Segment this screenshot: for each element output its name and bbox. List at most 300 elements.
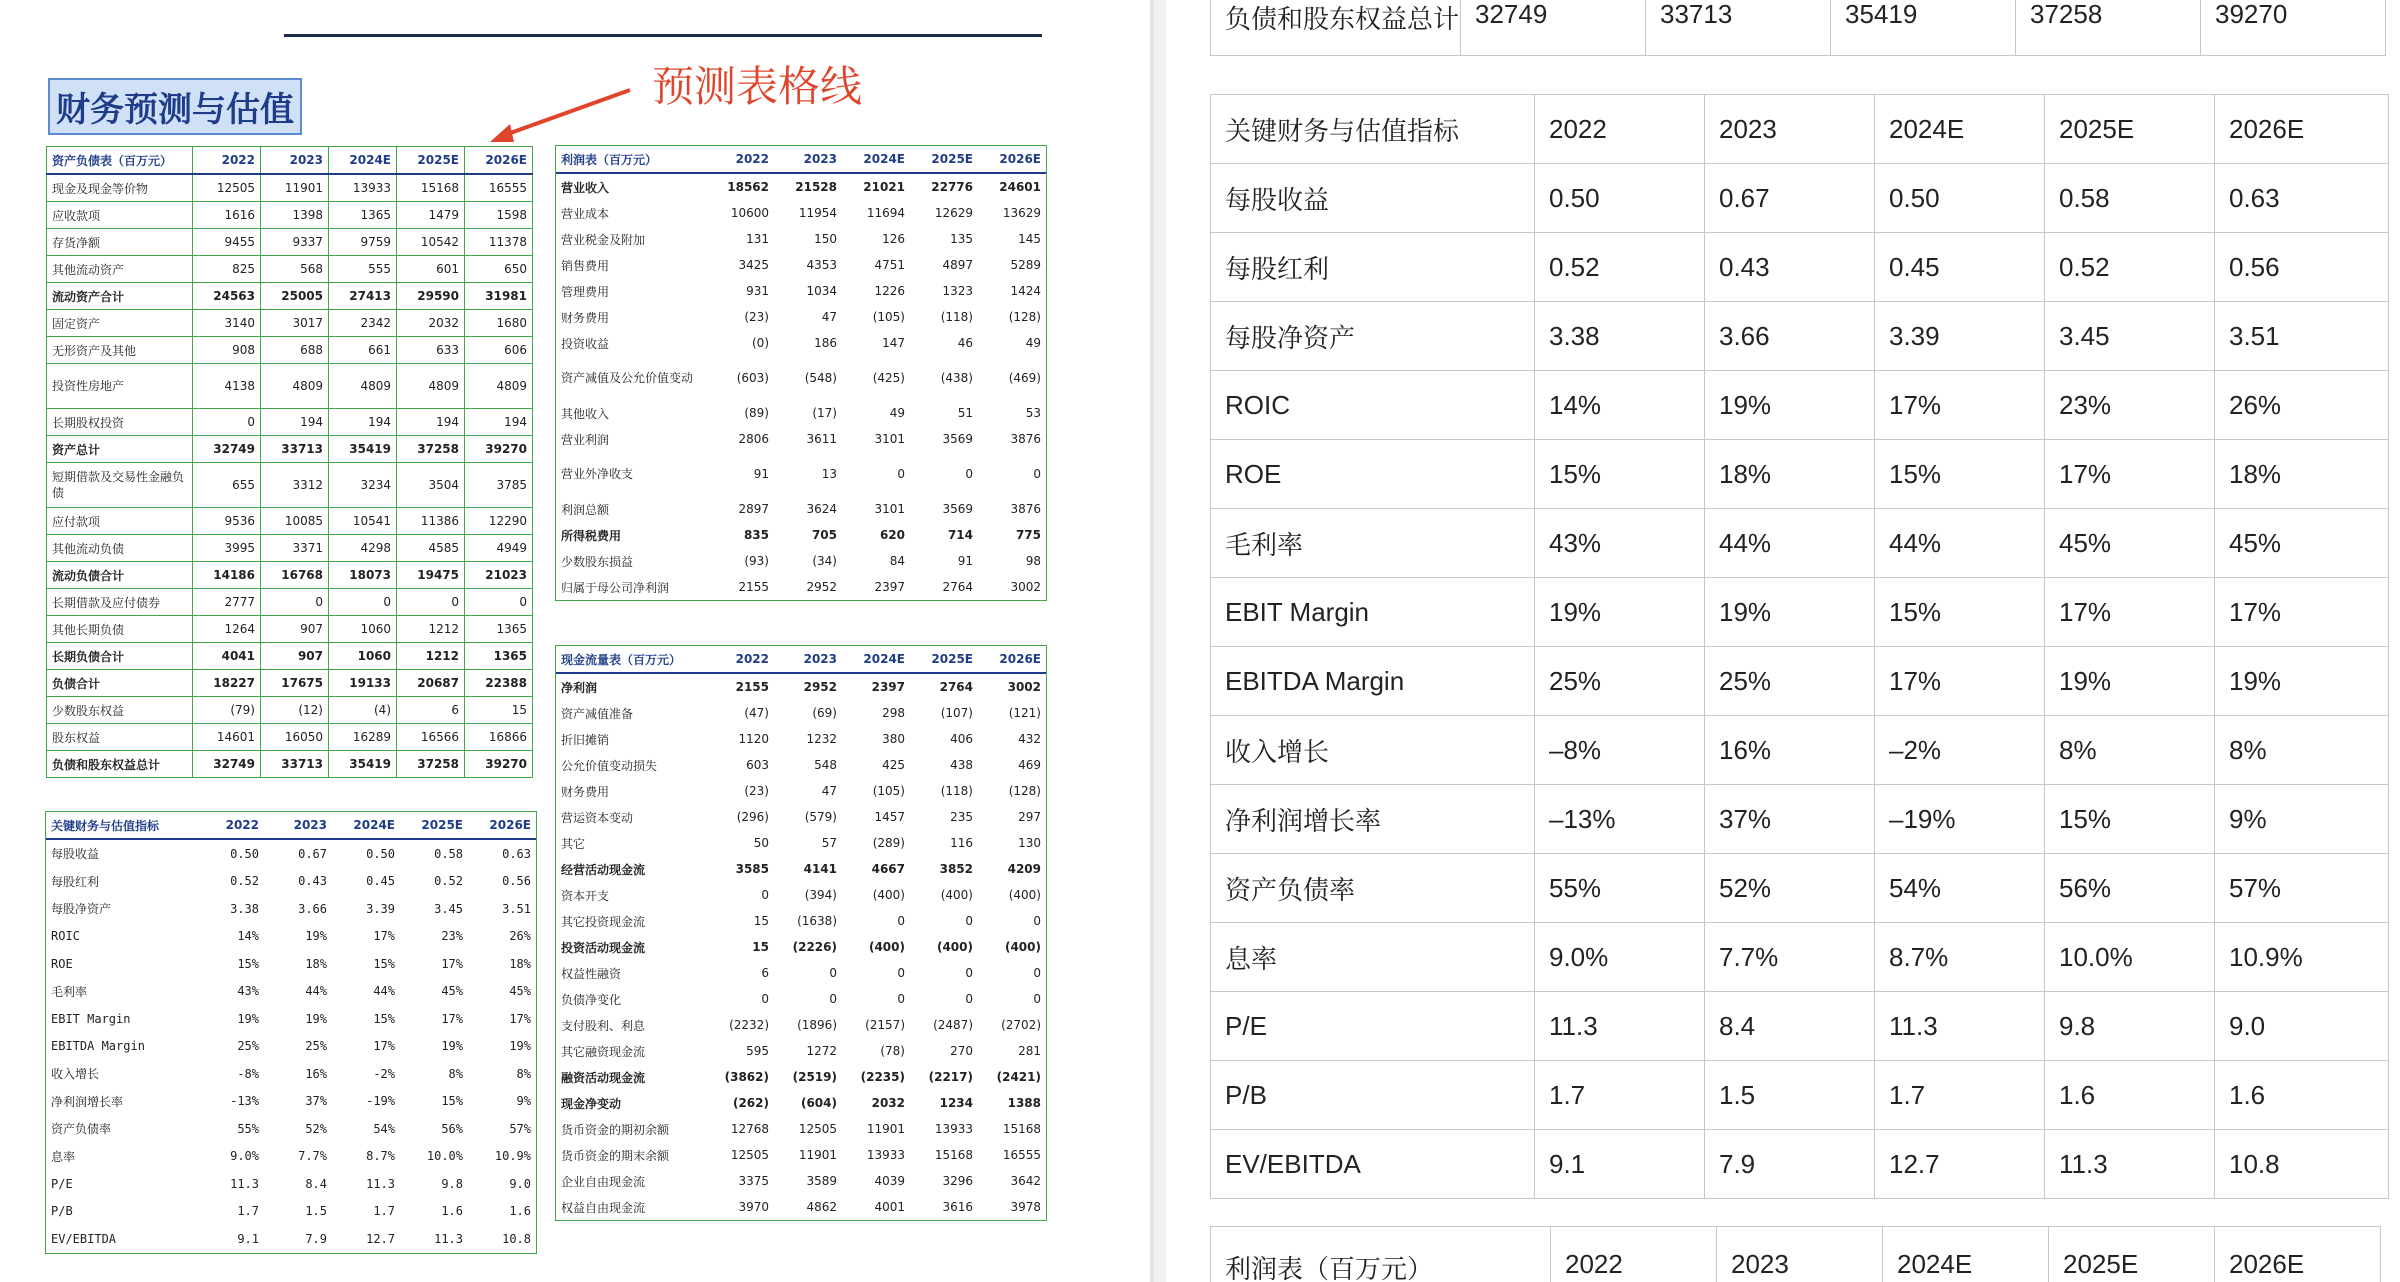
cell-value: 0.45 bbox=[366, 874, 395, 889]
cell-value: 16566 bbox=[397, 724, 465, 751]
cell-value: 19% bbox=[441, 1039, 463, 1054]
cell-value: 2023 bbox=[1717, 1227, 1883, 1282]
cell-value: 11.3 bbox=[1875, 992, 2045, 1061]
cell-value: 15% bbox=[373, 956, 395, 971]
cell-value: 50 bbox=[753, 836, 769, 850]
cell-value: (118) bbox=[940, 310, 973, 324]
row-label: 流动负债合计 bbox=[47, 562, 193, 589]
cell-value: 9% bbox=[516, 1094, 531, 1109]
table-row bbox=[556, 330, 1046, 356]
cell-value: (34) bbox=[812, 554, 837, 568]
cell-value: 11.3 bbox=[1535, 992, 1705, 1061]
cell-value: 4209 bbox=[1007, 862, 1041, 876]
cell-value: (12) bbox=[261, 697, 329, 724]
table-row bbox=[1211, 1130, 2389, 1199]
cell-value: 18227 bbox=[193, 670, 261, 697]
cell-value: 4862 bbox=[806, 1200, 837, 1214]
cell-value: 3.45 bbox=[2045, 302, 2215, 371]
cell-value: 3.51 bbox=[2215, 302, 2389, 371]
cell-value: 2952 bbox=[803, 680, 837, 694]
cell-value: 8.4 bbox=[1705, 992, 1875, 1061]
cell-value: (262) bbox=[732, 1096, 769, 1110]
cell-value: 650 bbox=[465, 256, 533, 283]
cell-value: 10.9% bbox=[2215, 923, 2389, 992]
cell-value: 0 bbox=[897, 992, 905, 1006]
row-label: 负债和股东权益总计 bbox=[1211, 0, 1461, 56]
cell-value: 15 bbox=[753, 914, 769, 928]
cell-value: 9536 bbox=[193, 508, 261, 535]
table-row bbox=[46, 978, 536, 1006]
row-label: 利润表（百万元） bbox=[1211, 1227, 1551, 1282]
cell-value: 43% bbox=[237, 984, 259, 999]
cell-value: 595 bbox=[746, 1044, 769, 1058]
cell-value: -2% bbox=[373, 1066, 395, 1081]
zoom-key-metrics-table bbox=[1210, 94, 2389, 1199]
cell-value: 4138 bbox=[193, 364, 261, 409]
cell-value: 4039 bbox=[874, 1174, 905, 1188]
row-label: ROE bbox=[51, 956, 73, 971]
cell-value: 1060 bbox=[329, 643, 397, 670]
cell-value: 10.9% bbox=[494, 1149, 531, 1164]
table-row bbox=[556, 960, 1046, 986]
table-row bbox=[47, 436, 533, 463]
cell-value: 10.0% bbox=[2045, 923, 2215, 992]
cell-value: -8% bbox=[237, 1066, 259, 1081]
row-label: 财务费用 bbox=[561, 310, 610, 325]
table-row bbox=[556, 986, 1046, 1012]
cell-value: (23) bbox=[744, 784, 769, 798]
cell-value: 3876 bbox=[1010, 432, 1041, 446]
column-header: 2022 bbox=[706, 646, 774, 673]
row-label: 营业利润 bbox=[561, 432, 610, 447]
cell-value: 2026E bbox=[2215, 1227, 2381, 1282]
row-label: 应付款项 bbox=[47, 508, 193, 535]
column-header: 2026E bbox=[468, 812, 536, 839]
cell-value: (1638) bbox=[797, 914, 837, 928]
cell-value: 1212 bbox=[397, 643, 465, 670]
row-label: 折旧摊销 bbox=[561, 732, 610, 747]
table-row bbox=[556, 908, 1046, 934]
table-row bbox=[47, 751, 533, 778]
row-label: 应收款项 bbox=[47, 202, 193, 229]
cell-value: 15% bbox=[1875, 440, 2045, 509]
cell-value: 4897 bbox=[942, 258, 973, 272]
cell-value: 0.58 bbox=[434, 846, 463, 861]
cell-value: 2025E bbox=[2045, 95, 2215, 164]
cell-value: 3569 bbox=[942, 502, 973, 516]
cell-value: 45% bbox=[2045, 509, 2215, 578]
cell-value: 91 bbox=[753, 467, 769, 481]
cell-value: 21021 bbox=[863, 180, 905, 194]
table-row bbox=[47, 283, 533, 310]
cell-value: 26% bbox=[509, 929, 531, 944]
cell-value: 19% bbox=[237, 1011, 259, 1026]
row-label: EV/EBITDA bbox=[51, 1231, 117, 1246]
cell-value: 0.50 bbox=[1535, 164, 1705, 233]
table-title: 关键财务与估值指标 bbox=[46, 812, 196, 839]
cell-value: (603) bbox=[736, 371, 769, 385]
cell-value: 46 bbox=[957, 336, 973, 350]
cell-value: 2764 bbox=[942, 580, 973, 594]
column-header: 2024E bbox=[329, 147, 397, 175]
cell-value: 12290 bbox=[465, 508, 533, 535]
cell-value: 45% bbox=[509, 984, 531, 999]
cell-value: 0 bbox=[1033, 966, 1041, 980]
cell-value: 37258 bbox=[2016, 0, 2201, 56]
cell-value: 194 bbox=[329, 409, 397, 436]
cell-value: 3978 bbox=[1010, 1200, 1041, 1214]
table-row bbox=[1211, 509, 2389, 578]
cell-value: 0.56 bbox=[502, 874, 531, 889]
cell-value: 3.66 bbox=[298, 901, 327, 916]
cell-value: 1424 bbox=[1010, 284, 1041, 298]
row-label: 每股红利 bbox=[1211, 233, 1535, 302]
cell-value: 32749 bbox=[193, 436, 261, 463]
cell-value: 43% bbox=[1535, 509, 1705, 578]
row-label: 权益性融资 bbox=[561, 966, 622, 981]
cell-value: 52% bbox=[1705, 854, 1875, 923]
table-row bbox=[556, 1012, 1046, 1038]
zoom-income-header-row bbox=[1210, 1226, 2381, 1282]
row-label: 经营活动现金流 bbox=[561, 862, 646, 877]
cell-value: 1272 bbox=[806, 1044, 837, 1058]
table-row bbox=[47, 202, 533, 229]
cell-value: 12.7 bbox=[366, 1231, 395, 1246]
cell-value: 130 bbox=[1018, 836, 1041, 850]
cell-value: 0.67 bbox=[298, 846, 327, 861]
table-row bbox=[556, 400, 1046, 426]
cell-value: 2032 bbox=[871, 1096, 905, 1110]
cell-value: 1398 bbox=[261, 202, 329, 229]
table-row bbox=[556, 278, 1046, 304]
cell-value: 2023 bbox=[1705, 95, 1875, 164]
row-label: 现金及现金等价物 bbox=[47, 174, 193, 202]
table-row bbox=[556, 200, 1046, 226]
cell-value: 12.7 bbox=[1875, 1130, 2045, 1199]
cell-value: 0 bbox=[329, 589, 397, 616]
cell-value: (2235) bbox=[860, 1070, 905, 1084]
cell-value: 15 bbox=[465, 697, 533, 724]
cell-value: 126 bbox=[882, 232, 905, 246]
cell-value: (128) bbox=[1008, 784, 1041, 798]
cell-value: 3.66 bbox=[1705, 302, 1875, 371]
cell-value: 8.4 bbox=[305, 1176, 327, 1191]
cell-value: 0 bbox=[397, 589, 465, 616]
cell-value: 17675 bbox=[261, 670, 329, 697]
table-row bbox=[556, 356, 1046, 400]
cell-value: 5289 bbox=[1010, 258, 1041, 272]
column-header: 2024E bbox=[842, 646, 910, 673]
zoom-liabilities-total-row bbox=[1210, 0, 2386, 56]
cell-value: (69) bbox=[812, 706, 837, 720]
cell-value: 714 bbox=[947, 528, 973, 542]
cell-value: 16866 bbox=[465, 724, 533, 751]
table-row bbox=[556, 1064, 1046, 1090]
cell-value: 56% bbox=[441, 1121, 463, 1136]
cell-value: 0.56 bbox=[2215, 233, 2389, 302]
cell-value: 3616 bbox=[942, 1200, 973, 1214]
cell-value: 55% bbox=[1535, 854, 1705, 923]
row-label: EBITDA Margin bbox=[51, 1039, 145, 1054]
cell-value: 2032 bbox=[397, 310, 465, 337]
cell-value: 3876 bbox=[1010, 502, 1041, 516]
cell-value: (400) bbox=[940, 888, 973, 902]
cell-value: 54% bbox=[373, 1121, 395, 1136]
row-label: 收入增长 bbox=[51, 1067, 100, 1082]
row-label: 现金净变动 bbox=[561, 1096, 622, 1111]
table-row bbox=[47, 643, 533, 670]
cell-value: 17% bbox=[1875, 647, 2045, 716]
cell-value: (105) bbox=[872, 310, 905, 324]
cell-value: 24563 bbox=[193, 283, 261, 310]
row-label: P/B bbox=[1211, 1061, 1535, 1130]
table-row bbox=[1211, 785, 2389, 854]
table-row bbox=[46, 1115, 536, 1143]
table-row bbox=[556, 548, 1046, 574]
row-label: 固定资产 bbox=[47, 310, 193, 337]
table-row bbox=[556, 496, 1046, 522]
cell-value: 4751 bbox=[874, 258, 905, 272]
cell-value: (17) bbox=[812, 406, 837, 420]
row-label: 营业税金及附加 bbox=[561, 232, 646, 247]
row-label: 融资活动现金流 bbox=[561, 1070, 646, 1085]
cell-value: 17% bbox=[2045, 578, 2215, 647]
cell-value: (118) bbox=[940, 784, 973, 798]
cell-value: 3995 bbox=[193, 535, 261, 562]
cell-value: 1598 bbox=[465, 202, 533, 229]
table-title: 利润表（百万元） bbox=[556, 146, 706, 173]
table-row bbox=[556, 1194, 1046, 1220]
cell-value: 1.5 bbox=[1705, 1061, 1875, 1130]
cell-value: 10.0% bbox=[426, 1149, 463, 1164]
table-row bbox=[556, 1038, 1046, 1064]
cell-value: 11386 bbox=[397, 508, 465, 535]
row-label: 投资性房地产 bbox=[47, 364, 193, 409]
cell-value: 26% bbox=[2215, 371, 2389, 440]
row-label: 其他长期负债 bbox=[47, 616, 193, 643]
column-header: 2025E bbox=[910, 646, 978, 673]
page-title[interactable]: 财务预测与估值 bbox=[48, 78, 302, 135]
cell-value: 2022 bbox=[1551, 1227, 1717, 1282]
cell-value: 57% bbox=[2215, 854, 2389, 923]
cell-value: 32749 bbox=[193, 751, 261, 778]
table-title: 现金流量表（百万元） bbox=[556, 646, 706, 673]
cell-value: (296) bbox=[736, 810, 769, 824]
cell-value: 603 bbox=[746, 758, 769, 772]
cell-value: 1.7 bbox=[373, 1204, 395, 1219]
cell-value: 15% bbox=[1875, 578, 2045, 647]
cell-value: 3002 bbox=[1007, 680, 1041, 694]
cell-value: 606 bbox=[465, 337, 533, 364]
row-label: 存货净额 bbox=[47, 229, 193, 256]
row-label: 营运资本变动 bbox=[561, 810, 634, 825]
table-row bbox=[47, 616, 533, 643]
cell-value: 2026E bbox=[2215, 95, 2389, 164]
cell-value: 11.3 bbox=[366, 1176, 395, 1191]
cell-value: 17% bbox=[441, 1011, 463, 1026]
cell-value: 4001 bbox=[874, 1200, 905, 1214]
cell-value: 425 bbox=[882, 758, 905, 772]
cell-value: 10542 bbox=[397, 229, 465, 256]
cell-value: 1034 bbox=[806, 284, 837, 298]
cell-value: 25% bbox=[1705, 647, 1875, 716]
cell-value: 32749 bbox=[1461, 0, 1646, 56]
income-statement-table bbox=[556, 146, 1046, 600]
cell-value: 0 bbox=[261, 589, 329, 616]
cell-value: 31981 bbox=[465, 283, 533, 310]
cell-value: (121) bbox=[1008, 706, 1041, 720]
cell-value: 3312 bbox=[261, 463, 329, 508]
cell-value: 19% bbox=[1705, 578, 1875, 647]
cell-value: 0.43 bbox=[298, 874, 327, 889]
cell-value: 0 bbox=[761, 992, 769, 1006]
column-header: 2025E bbox=[910, 146, 978, 173]
cell-value: (107) bbox=[940, 706, 973, 720]
cell-value: (400) bbox=[868, 940, 905, 954]
cell-value: 19% bbox=[1535, 578, 1705, 647]
row-label: 净利润增长率 bbox=[1211, 785, 1535, 854]
row-label: 少数股东损益 bbox=[561, 554, 634, 569]
cell-value: 84 bbox=[889, 554, 905, 568]
cell-value: 3425 bbox=[738, 258, 769, 272]
cell-value: 0.52 bbox=[434, 874, 463, 889]
balance-sheet-table bbox=[46, 146, 533, 778]
cell-value: 3642 bbox=[1010, 1174, 1041, 1188]
cell-value: 4809 bbox=[261, 364, 329, 409]
cell-value: 23% bbox=[2045, 371, 2215, 440]
cell-value: 3.38 bbox=[1535, 302, 1705, 371]
cell-value: (2421) bbox=[996, 1070, 1041, 1084]
cell-value: (2232) bbox=[729, 1018, 769, 1032]
cell-value: 1234 bbox=[939, 1096, 973, 1110]
table-row bbox=[46, 1033, 536, 1061]
row-label: EBIT Margin bbox=[1211, 578, 1535, 647]
cell-value: 19% bbox=[305, 929, 327, 944]
cell-value: 145 bbox=[1018, 232, 1041, 246]
cell-value: 2397 bbox=[874, 580, 905, 594]
cell-value: 9.8 bbox=[441, 1176, 463, 1191]
cell-value: 4809 bbox=[329, 364, 397, 409]
cell-value: 907 bbox=[261, 616, 329, 643]
row-label: ROIC bbox=[51, 929, 80, 944]
row-label: ROIC bbox=[1211, 371, 1535, 440]
table-row bbox=[556, 726, 1046, 752]
cell-value: 568 bbox=[261, 256, 329, 283]
cell-value: 2897 bbox=[738, 502, 769, 516]
table-row bbox=[556, 304, 1046, 330]
row-label: 货币资金的期末余额 bbox=[561, 1148, 670, 1163]
table-row bbox=[47, 535, 533, 562]
cell-value: 14186 bbox=[193, 562, 261, 589]
cell-value: 0 bbox=[897, 467, 905, 481]
row-label: 货币资金的期初余额 bbox=[561, 1122, 670, 1137]
cell-value: 661 bbox=[329, 337, 397, 364]
cell-value: (438) bbox=[940, 371, 973, 385]
cell-value: 21023 bbox=[465, 562, 533, 589]
table-row bbox=[46, 1170, 536, 1198]
table-row bbox=[47, 463, 533, 508]
table-row bbox=[46, 1060, 536, 1088]
table-row bbox=[47, 562, 533, 589]
cell-value: 0.52 bbox=[2045, 233, 2215, 302]
table-row bbox=[1211, 854, 2389, 923]
cell-value: 13 bbox=[821, 467, 837, 481]
row-label: 企业自由现金流 bbox=[561, 1174, 646, 1189]
cell-value: 39270 bbox=[465, 751, 533, 778]
table-row bbox=[46, 1198, 536, 1226]
cell-value: 56% bbox=[2045, 854, 2215, 923]
cell-value: (105) bbox=[872, 784, 905, 798]
cell-value: (3862) bbox=[724, 1070, 769, 1084]
cell-value: (579) bbox=[804, 810, 837, 824]
cell-value: 12505 bbox=[730, 1148, 769, 1162]
cell-value: 35419 bbox=[329, 436, 397, 463]
row-label: 财务费用 bbox=[561, 784, 610, 799]
cell-value: 0 bbox=[829, 992, 837, 1006]
cell-value: 10.8 bbox=[502, 1231, 531, 1246]
cell-value: 2025E bbox=[2049, 1227, 2215, 1282]
cell-value: 17% bbox=[2215, 578, 2389, 647]
cell-value: 3569 bbox=[942, 432, 973, 446]
table-row bbox=[556, 856, 1046, 882]
cell-value: (128) bbox=[1008, 310, 1041, 324]
row-label: 长期借款及应付债券 bbox=[47, 589, 193, 616]
cell-value: 57% bbox=[509, 1121, 531, 1136]
column-header: 2023 bbox=[774, 146, 842, 173]
cell-value: -19% bbox=[366, 1094, 395, 1109]
cell-value: 11.3 bbox=[2045, 1130, 2215, 1199]
table-row bbox=[1211, 647, 2389, 716]
cell-value: 49 bbox=[889, 406, 905, 420]
row-label: 流动资产合计 bbox=[47, 283, 193, 310]
cell-value: 25% bbox=[305, 1039, 327, 1054]
cell-value: 25% bbox=[237, 1039, 259, 1054]
row-label: 长期负债合计 bbox=[47, 643, 193, 670]
table-title: 资产负债表（百万元） bbox=[47, 147, 193, 175]
cell-value: 908 bbox=[193, 337, 261, 364]
cell-value: 0 bbox=[1033, 914, 1041, 928]
table-row bbox=[556, 673, 1046, 700]
cell-value: 15% bbox=[1535, 440, 1705, 509]
cell-value: (2487) bbox=[933, 1018, 973, 1032]
column-header: 2024E bbox=[332, 812, 400, 839]
table-row bbox=[556, 1168, 1046, 1194]
table-row bbox=[1211, 371, 2389, 440]
cell-value: 7.9 bbox=[305, 1231, 327, 1246]
cell-value: –8% bbox=[1535, 716, 1705, 785]
cell-value: (47) bbox=[744, 706, 769, 720]
cell-value: 601 bbox=[397, 256, 465, 283]
cell-value: 1365 bbox=[329, 202, 397, 229]
cell-value: 37% bbox=[305, 1094, 327, 1109]
cell-value: 775 bbox=[1015, 528, 1041, 542]
annotation-arrow-icon bbox=[480, 80, 650, 150]
cell-value: 15168 bbox=[397, 174, 465, 202]
cell-value: 4667 bbox=[871, 862, 905, 876]
table-row bbox=[1211, 164, 2389, 233]
cell-value: 18% bbox=[305, 956, 327, 971]
row-label: 关键财务与估值指标 bbox=[1211, 95, 1535, 164]
cell-value: 3.39 bbox=[1875, 302, 2045, 371]
cell-value: (78) bbox=[880, 1044, 905, 1058]
table-row bbox=[47, 724, 533, 751]
cell-value: 4041 bbox=[193, 643, 261, 670]
cell-value: 0.63 bbox=[502, 846, 531, 861]
cell-value: 19% bbox=[509, 1039, 531, 1054]
cell-value: 9.1 bbox=[1535, 1130, 1705, 1199]
cell-value: 47 bbox=[821, 310, 837, 324]
row-label: 其它 bbox=[561, 836, 586, 851]
